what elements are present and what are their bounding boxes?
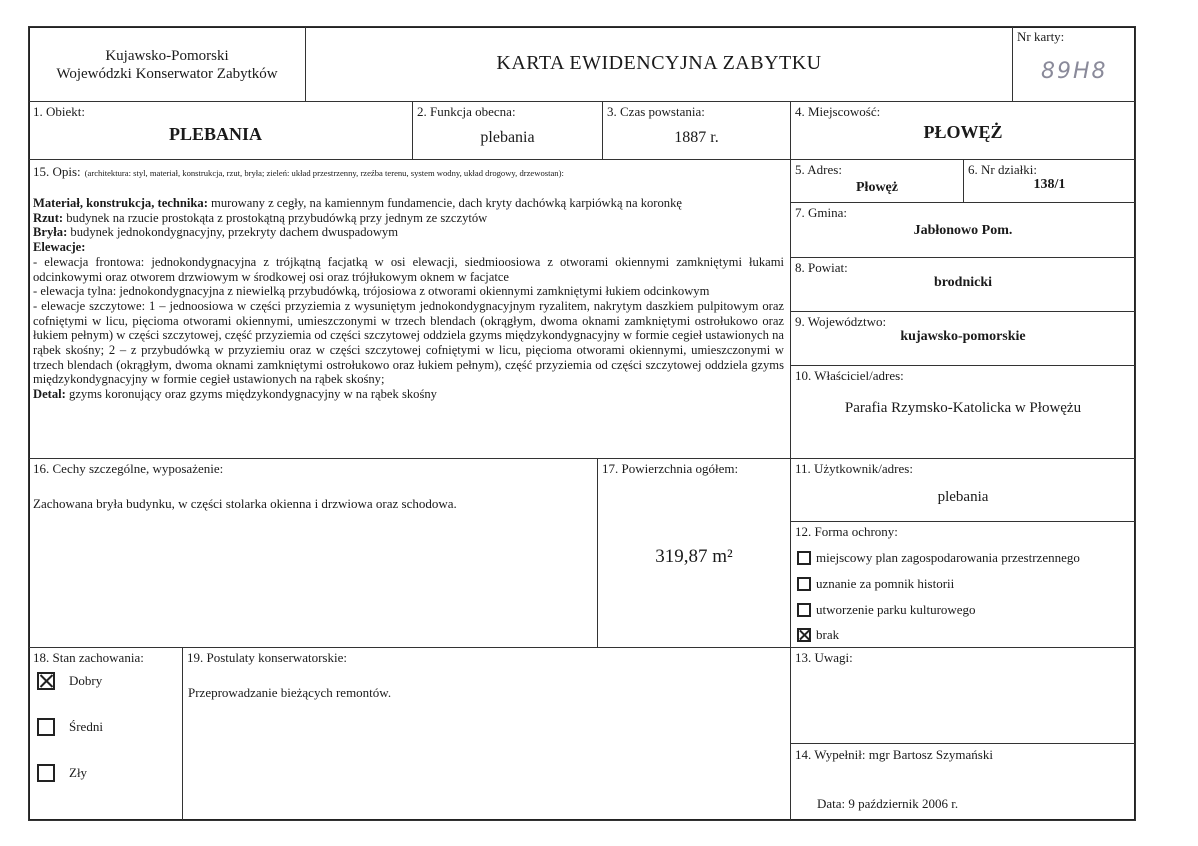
elewacje-szczytowe: - elewacje szczytowe: 1 – jednoosiowa w części przyziemia z wysuniętym jednokondygnacyjnym ryzalitem, nakrytym daszkiem pulpitowym oraz cofniętymi w licu, pięcioma otworami okiennymi, umieszczonymi w trzech blendach (okrągłym, dwoma oknami zamkniętymi ostrołukowo oraz łukiem pełnym) w części szczytowej, część przyziemia od części szczytowej oddziela gzyms międzykondygnacyjny w formie cegieł ustawionych na rąbek skośny; 2 – z przybudówką w przyziemiu oraz w części szczytowej cofniętymi w licu, pięcioma otworami okiennymi, umieszczonymi w trzech blendach (okrągłym, dwoma oknami zamkniętymi ostrołukowo oraz łukiem pełnym), część przyziemia od części szczytowej oddziela gzyms międzykondygnacyjny w formie cegieł ustawionych na rąbek skośny; (33, 298, 784, 387)
gmina-cell (790, 202, 1136, 258)
opis-cell (28, 159, 791, 459)
czas-value: 1887 r. (674, 129, 719, 146)
funkcja-value: plebania (480, 129, 535, 146)
checked-checkbox-icon[interactable] (797, 628, 811, 642)
card-number-handwritten: 89H8 (1041, 59, 1108, 84)
dzialka-cell (963, 159, 1136, 203)
funkcja-label: 2. Funkcja obecna: (417, 104, 516, 119)
powierzchnia-value: 319,87 m² (655, 546, 733, 567)
ochrona-option-brak[interactable] (797, 626, 839, 643)
ochrona-option-label: utworzenie parku kulturowego (816, 602, 976, 618)
card-number-cell (1012, 26, 1136, 102)
checkbox-icon[interactable] (797, 603, 811, 617)
adres-value: Płowęż (856, 180, 898, 195)
stan-option-label: Średni (69, 719, 103, 735)
stan-label: 18. Stan zachowania: (33, 650, 144, 665)
institution-line-1: Kujawsko-Pomorski (105, 48, 229, 64)
opis-header (33, 163, 564, 181)
powiat-cell (790, 257, 1136, 312)
wypelnil-label: 14. Wypełnił: (795, 747, 866, 762)
uzytkownik-cell (790, 458, 1136, 522)
czas-label: 3. Czas powstania: (607, 104, 705, 119)
powiat-value: brodnicki (933, 275, 993, 290)
detal-text: gzyms koronujący oraz gzyms międzykondygnacyjny w na rąbek skośny (65, 387, 437, 402)
opis-label: 15. Opis: (33, 164, 81, 179)
ochrona-option-label: brak (816, 627, 840, 643)
data-value: 9 październik 2006 r. (848, 796, 959, 811)
bryla-label: Bryła: (33, 225, 68, 240)
institution-cell (28, 26, 306, 102)
ochrona-option-pomnik[interactable] (797, 575, 954, 592)
forma-ochrony-label: 12. Forma ochrony: (795, 524, 898, 539)
forma-ochrony-cell (790, 521, 1136, 648)
wypelnil-cell (790, 743, 1136, 821)
checkbox-icon[interactable] (797, 551, 811, 565)
checkbox-icon[interactable] (37, 718, 55, 736)
powiat-label: 8. Powiat: (795, 260, 848, 275)
checked-checkbox-icon[interactable] (37, 672, 55, 690)
card-number-label: Nr karty: (1017, 29, 1065, 44)
data-label: Data: (817, 796, 846, 811)
elewacje-label: Elewacje: (33, 240, 86, 255)
checkbox-icon[interactable] (797, 577, 811, 591)
ochrona-option-label: miejscowy plan zagospodarowania przestrzennego (816, 550, 1080, 566)
stan-option-zly[interactable] (37, 764, 87, 782)
stan-option-sredni[interactable] (37, 718, 103, 736)
stan-cell (28, 647, 183, 821)
wojewodztwo-cell (790, 311, 1136, 366)
dzialka-label: 6. Nr działki: (968, 162, 1037, 177)
wlasciciel-label: 10. Właściciel/adres: (795, 368, 904, 383)
gmina-value: Jabłonowo Pom. (913, 223, 1013, 238)
wojewodztwo-label: 9. Województwo: (795, 314, 887, 329)
opis-body (33, 196, 784, 402)
wypelnil-value: mgr Bartosz Szymański (868, 747, 993, 762)
bryla-text: budynek jednokondygnacyjny, przekryty dachem dwuspadowym (67, 225, 399, 240)
funkcja-cell (412, 101, 603, 160)
institution-line-2: Wojewódzki Konserwator Zabytków (56, 66, 278, 82)
postulaty-label: 19. Postulaty konserwatorskie: (187, 650, 347, 665)
cechy-value: Zachowana bryła budynku, w części stolarka okienna i drzwiowa oraz schodowa. (33, 496, 457, 511)
uwagi-cell (790, 647, 1136, 744)
ochrona-option-plan[interactable] (797, 549, 1080, 566)
material-label: Materiał, konstrukcja, technika: (33, 196, 208, 210)
adres-cell (790, 159, 964, 203)
powierzchnia-cell (597, 458, 791, 648)
dzialka-value: 138/1 (1033, 177, 1066, 192)
stan-option-label: Dobry (69, 673, 103, 689)
uzytkownik-label: 11. Użytkownik/adres: (795, 461, 913, 476)
postulaty-cell (182, 647, 791, 821)
obiekt-cell (28, 101, 413, 160)
opis-label-note: (architektura: styl, materiał, konstrukcja, rzut, bryła; zieleń: układ przestrzenny, rzeźba terenu, system wodny, układ drogowy, drzewostan): (84, 168, 564, 178)
wojewodztwo-value: kujawsko-pomorskie (900, 329, 1026, 344)
adres-label: 5. Adres: (795, 162, 842, 177)
miejscowosc-value: PŁOWĘŻ (923, 122, 1003, 142)
wlasciciel-cell (790, 365, 1136, 459)
miejscowosc-label: 4. Miejscowość: (795, 104, 881, 119)
wypelnil-line (795, 747, 993, 763)
cechy-label: 16. Cechy szczególne, wyposażenie: (33, 461, 224, 476)
material-text: murowany z cegły, na kamiennym fundamencie, dach kryty dachówką karpiówką na koronkę (207, 196, 682, 210)
title-cell (305, 26, 1013, 102)
czas-cell (602, 101, 791, 160)
uwagi-label: 13. Uwagi: (795, 650, 853, 665)
miejscowosc-cell (790, 101, 1136, 160)
obiekt-value: PLEBANIA (168, 124, 262, 144)
stan-option-dobry[interactable] (37, 672, 102, 690)
stan-option-label: Zły (69, 765, 88, 781)
obiekt-label: 1. Obiekt: (33, 104, 85, 119)
postulaty-value: Przeprowadzanie bieżących remontów. (188, 685, 392, 700)
detal-label: Detal: (33, 387, 66, 402)
rzut-label: Rzut: (33, 210, 64, 225)
elewacja-tylna: - elewacja tylna: jednokondygnacyjna z niewielką przybudówką, trójosiowa z otworami okiennymi zamkniętymi łukiem odcinkowym (33, 284, 710, 299)
card-title: KARTA EWIDENCYJNA ZABYTKU (496, 52, 822, 74)
gmina-label: 7. Gmina: (795, 205, 847, 220)
data-line (817, 796, 958, 812)
uzytkownik-value: plebania (937, 489, 989, 505)
checkbox-icon[interactable] (37, 764, 55, 782)
ochrona-option-park[interactable] (797, 601, 976, 618)
cechy-cell (28, 458, 598, 648)
powierzchnia-label: 17. Powierzchnia ogółem: (602, 461, 739, 476)
elewacja-frontowa: - elewacja frontowa: jednokondygnacyjna z trójkątną facjatką w osi elewacji, siedmioosiowa z otworami okiennymi zamkniętymi łukami odcinkowymi oraz otworem drzwiowym w środkowej osi oraz trójłukowym oknem w facjatce (33, 254, 784, 284)
wlasciciel-value: Parafia Rzymsko-Katolicka w Płowężu (844, 400, 1082, 416)
ochrona-option-label: uznanie za pomnik historii (816, 576, 955, 592)
rzut-text: budynek na rzucie prostokąta z prostokątną przybudówką przy jednym ze szczytów (63, 210, 488, 225)
